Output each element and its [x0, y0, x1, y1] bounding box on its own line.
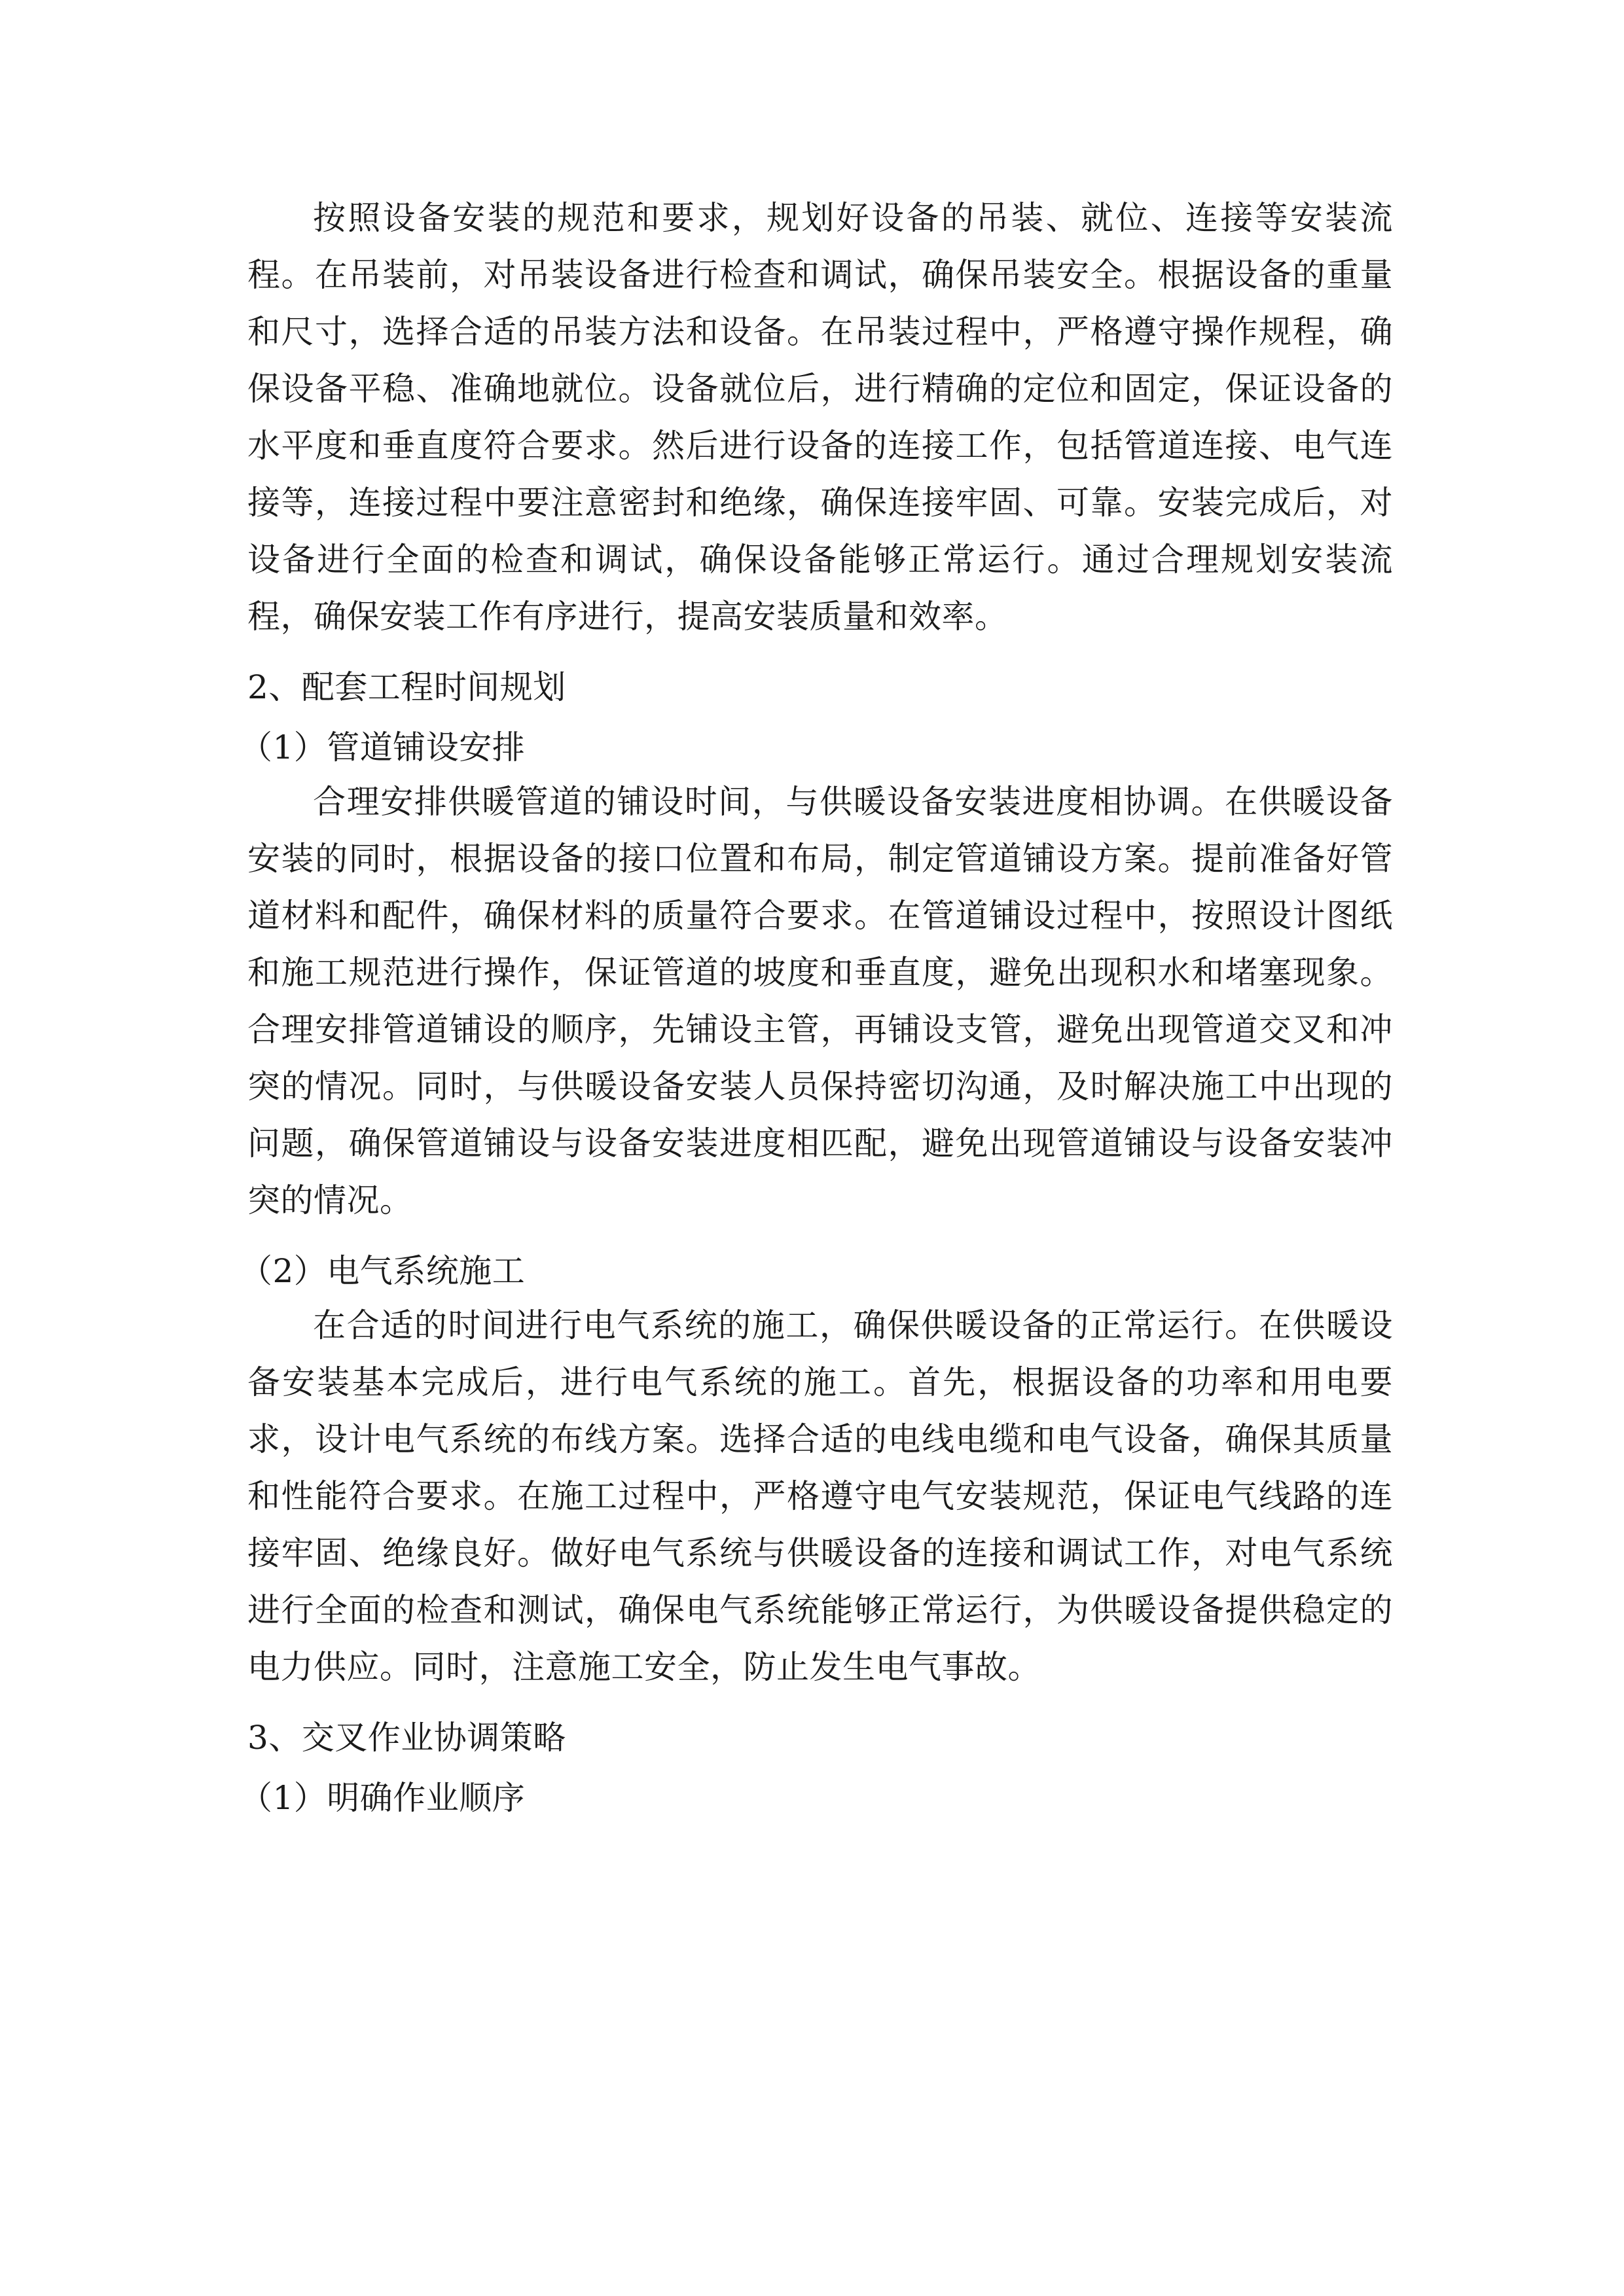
paragraph-electrical-system: 在合适的时间进行电气系统的施工，确保供暖设备的正常运行。在供暖设备安装基本完成后，进行电气系统的施工。首先，根据设备的功率和用电要求，设计电气系统的布线方案。选择合适的电线电缆和电气设备，确保其质量和性能符合要求。在施工过程中，严格遵守电气安装规范，保证电气线路的连接牢固、绝缘良好。做好电气系统与供暖设备的连接和调试工作，对电气系统进行全面的检查和测试，确保电气系统能够正常运行，为供暖设备提供稳定的电力供应。同时，注意施工安全，防止发生电气事故。	[247, 1306, 1393, 1686]
paragraph-installation-process: 按照设备安装的规范和要求，规划好设备的吊装、就位、连接等安装流程。在吊装前，对吊装设备进行检查和调试，确保吊装安全。根据设备的重量和尺寸，选择合适的吊装方法和设备。在吊装过程中，严格遵守操作规程，确保设备平稳、准确地就位。设备就位后，进行精确的定位和固定，保证设备的水平度和垂直度符合要求。然后进行设备的连接工作，包括管道连接、电气连接等，连接过程中要注意密封和绝缘，确保连接牢固、可靠。安装完成后，对设备进行全面的检查和调试，确保设备能够正常运行。通过合理规划安装流程，确保安装工作有序进行，提高安装质量和效率。	[247, 199, 1393, 636]
subsection-heading-electrical-system: （2）电气系统施工	[240, 1252, 526, 1290]
section-heading-supporting-works-schedule: 2、配套工程时间规划	[247, 668, 566, 706]
subsection-heading-pipe-laying: （1）管道铺设安排	[240, 728, 526, 766]
document-page	[240, 190, 1393, 1824]
subsection-heading-work-sequence: （1）明确作业顺序	[240, 1779, 526, 1817]
paragraph-pipe-laying: 合理安排供暖管道的铺设时间，与供暖设备安装进度相协调。在供暖设备安装的同时，根据设备的接口位置和布局，制定管道铺设方案。提前准备好管道材料和配件，确保材料的质量符合要求。在管道铺设过程中，按照设计图纸和施工规范进行操作，保证管道的坡度和垂直度，避免出现积水和堵塞现象。合理安排管道铺设的顺序，先铺设主管，再铺设支管，避免出现管道交叉和冲突的情况。同时，与供暖设备安装人员保持密切沟通，及时解决施工中出现的问题，确保管道铺设与设备安装进度相匹配，避免出现管道铺设与设备安装冲突的情况。	[247, 783, 1393, 1219]
section-heading-cross-operation-coordination: 3、交叉作业协调策略	[247, 1719, 566, 1757]
